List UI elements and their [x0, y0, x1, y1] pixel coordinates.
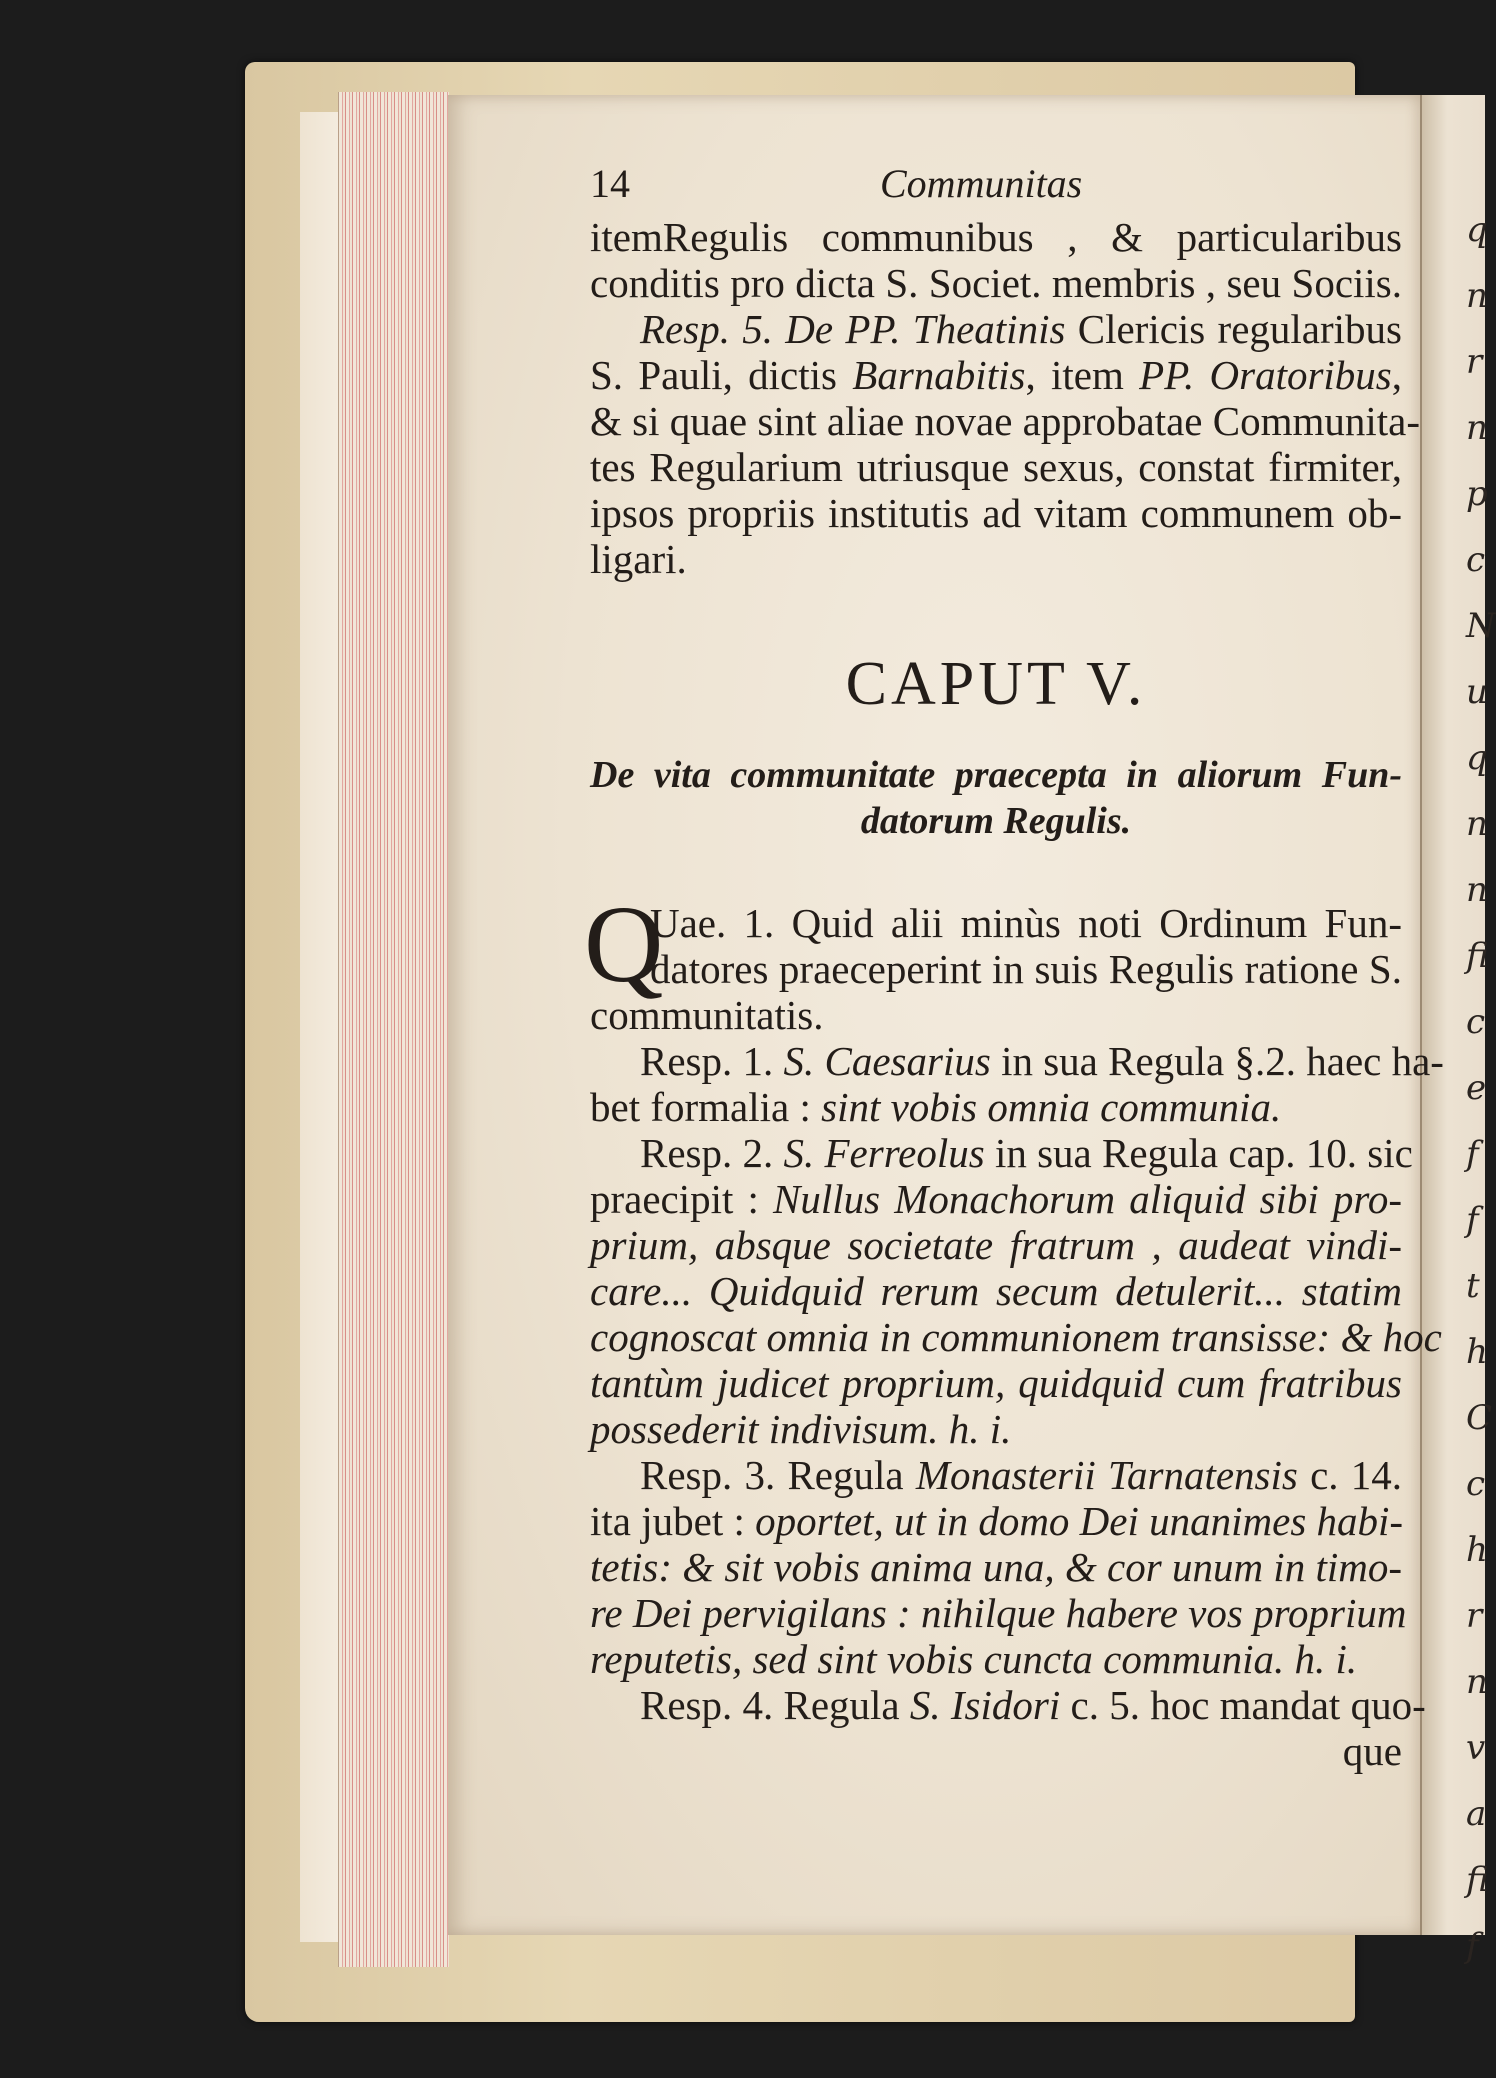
responses-section	[590, 1038, 1444, 1728]
intro-paragraph	[590, 214, 1402, 306]
facing-page-letter: f	[1466, 1134, 1479, 1174]
response-line	[590, 1222, 1402, 1268]
response-line	[590, 1360, 1402, 1406]
response-line	[590, 1314, 1442, 1360]
facing-page-letter: q	[1466, 738, 1488, 778]
response-line	[590, 1452, 1402, 1498]
running-head: Communitas	[880, 161, 1083, 206]
facing-page-letter: fi	[1466, 936, 1489, 976]
response-5-line	[590, 490, 1402, 536]
text-segment: tetis: & sit vobis anima una, & cor unum in timo-	[590, 1544, 1402, 1590]
response-5-line	[590, 444, 1402, 490]
chapter-subtitle-line-1: De vita communitate praecepta in aliorum Fun-	[590, 754, 1402, 796]
facing-page-letter: N	[1466, 606, 1496, 646]
facing-page-letter: t	[1466, 1266, 1480, 1306]
text-segment: Resp. 4. Regula	[640, 1682, 910, 1728]
text-segment: Resp. 3. Regula	[640, 1452, 916, 1498]
text-segment: ligari.	[590, 536, 687, 582]
text-segment: S. Ferreolus	[783, 1130, 985, 1176]
endpaper	[300, 112, 341, 1942]
facing-page-letter: v	[1466, 1728, 1486, 1768]
response-line	[590, 1636, 1402, 1682]
text-segment: PP. Oratoribus	[1139, 352, 1392, 398]
response-5-line	[590, 306, 1402, 352]
response-line	[590, 1268, 1402, 1314]
text-segment: Clericis regularibus	[1065, 306, 1403, 352]
facing-page-letter: a	[1466, 1794, 1487, 1834]
chapter-subtitle-line-2: datorum Regulis.	[860, 800, 1132, 842]
facing-page-letter: f	[1466, 1200, 1479, 1240]
response-line	[590, 1084, 1402, 1130]
facing-page-letter: n	[1466, 408, 1488, 448]
question-line-2: datores praeceperint in suis Regulis ratione S.	[650, 946, 1402, 992]
catchword: que	[1342, 1728, 1402, 1774]
text-segment: in sua Regula §.2. haec ha-	[990, 1038, 1444, 1084]
text-segment: S. Isidori	[909, 1682, 1061, 1728]
page-text	[584, 160, 1444, 1774]
facing-page-letter: n	[1466, 870, 1488, 910]
facing-page-letter: c	[1466, 1464, 1486, 1504]
text-segment: Barnabitis	[852, 352, 1026, 398]
response-line	[590, 1590, 1407, 1636]
page-number: 14	[590, 161, 630, 206]
text-segment: re Dei pervigilans : nihilque habere vos proprium	[590, 1590, 1407, 1636]
text-segment: praecipit :	[590, 1176, 774, 1222]
text-segment: tantùm judicet proprium, quidquid cum fratribus	[590, 1360, 1402, 1406]
text-segment: c. 5. hoc mandat quo-	[1060, 1682, 1426, 1728]
text-segment: prium, absque societate fratrum , audeat vindi-	[590, 1222, 1402, 1268]
intro-line: conditis pro dicta S. Societ. membris , seu Sociis.	[590, 260, 1402, 306]
facing-page-letter: e	[1466, 1068, 1487, 1108]
facing-page-letter: r	[1466, 342, 1483, 382]
text-segment: ipsos propriis institutis ad vitam communem ob-	[590, 490, 1402, 536]
text-segment: cognoscat omnia in communionem transisse: & hoc	[590, 1314, 1442, 1360]
response-line	[590, 1406, 1402, 1452]
response-line	[590, 1682, 1426, 1728]
response-line	[590, 1130, 1413, 1176]
facing-page-letter: f	[1466, 1926, 1479, 1966]
question-paragraph	[584, 883, 1402, 1038]
text-segment: sint vobis omnia communia.	[821, 1084, 1282, 1130]
response-5-line	[590, 352, 1402, 398]
response-line	[590, 1544, 1402, 1590]
facing-page-letter: p	[1466, 474, 1488, 514]
response-line	[590, 1176, 1402, 1222]
text-segment: in sua Regula cap. 10. sic	[984, 1130, 1413, 1176]
facing-page-letter: c	[1466, 1002, 1486, 1042]
text-segment: Resp. 1.	[640, 1038, 784, 1084]
text-segment: oportet, ut in domo Dei unanimes habi-	[755, 1498, 1404, 1544]
response-5-line	[590, 536, 1402, 582]
text-segment: S. Caesarius	[783, 1038, 991, 1084]
facing-page-letter: h	[1466, 1530, 1488, 1570]
text-segment: possederit indivisum. h. i.	[590, 1406, 1012, 1452]
text-segment: Resp. 2.	[640, 1130, 784, 1176]
text-segment: Resp. 5. De PP. Theatinis	[640, 306, 1066, 352]
response-5-paragraph	[590, 306, 1420, 582]
question-line-3: communitatis.	[590, 992, 824, 1038]
question-line-1: Uae. 1. Quid alii minùs noti Ordinum Fun-	[650, 900, 1402, 946]
text-segment: reputetis, sed sint vobis cuncta communia. h. i.	[590, 1636, 1358, 1682]
facing-page-letter: C	[1466, 1398, 1493, 1438]
facing-page-letter: q	[1466, 210, 1488, 250]
facing-page-letter: r	[1466, 1596, 1483, 1636]
facing-page-letter: h	[1466, 1332, 1488, 1372]
text-segment: & si quae sint aliae novae approbatae Communita-	[590, 398, 1420, 444]
text-segment: bet formalia :	[590, 1084, 822, 1130]
text-segment: c. 14.	[1297, 1452, 1402, 1498]
facing-page-letter: n	[1466, 804, 1488, 844]
text-segment: Monasterii Tarnatensis	[915, 1452, 1298, 1498]
page-header	[590, 160, 1402, 214]
response-line	[590, 1038, 1444, 1084]
red-stained-page-edges	[338, 92, 449, 1967]
text-segment: , item	[1025, 352, 1140, 398]
facing-page-letter: fi	[1466, 1860, 1489, 1900]
facing-page-letter: n	[1466, 276, 1488, 316]
text-segment: ,	[1391, 352, 1403, 398]
response-5-line	[590, 398, 1420, 444]
intro-line: itemRegulis communibus , & particularibus	[590, 214, 1402, 260]
facing-page-letter: u	[1466, 672, 1488, 712]
response-line	[590, 1498, 1402, 1544]
text-segment: care... Quidquid rerum secum detulerit... statim	[590, 1268, 1402, 1314]
facing-page-letter: c	[1466, 540, 1486, 580]
text-segment: S. Pauli, dictis	[590, 352, 853, 398]
facing-page-letter: n	[1466, 1662, 1488, 1702]
text-segment: ita jubet :	[590, 1498, 756, 1544]
text-segment: tes Regularium utriusque sexus, constat firmiter,	[590, 444, 1402, 490]
drop-cap: Q	[584, 883, 664, 1005]
chapter-title: CAPUT V.	[845, 650, 1147, 718]
text-segment: Nullus Monachorum aliquid sibi pro-	[773, 1176, 1403, 1222]
